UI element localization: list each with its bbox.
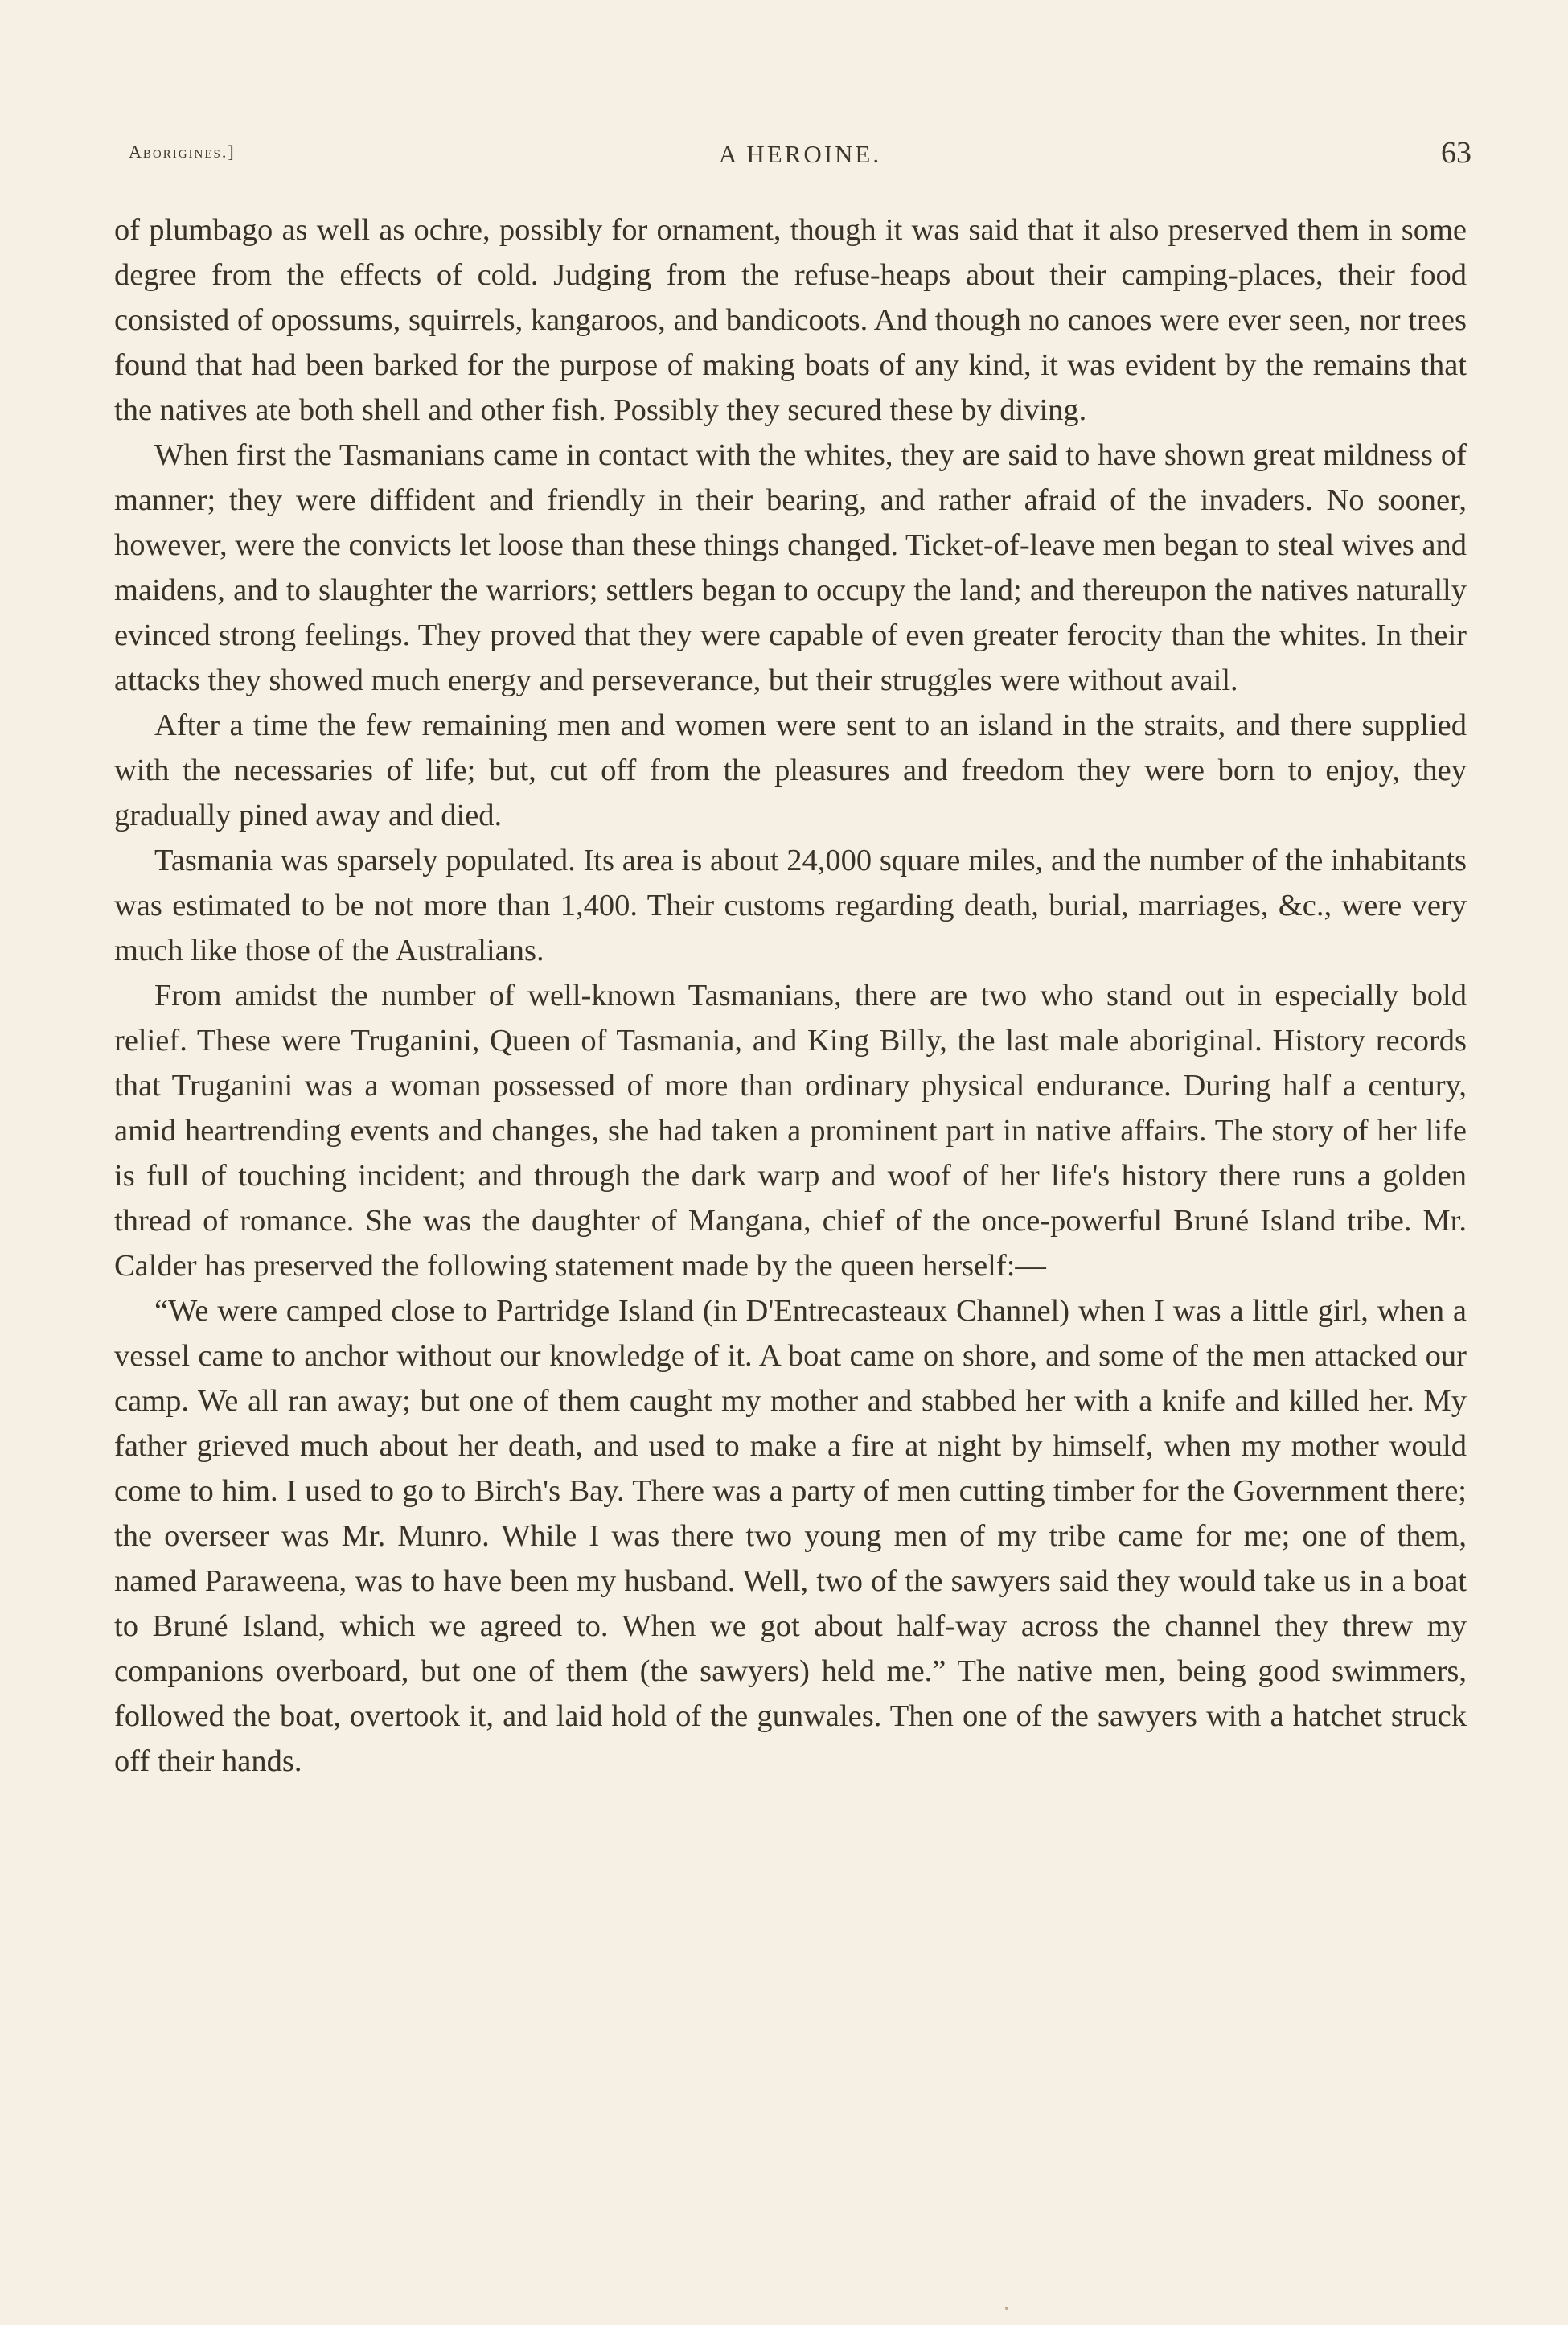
paragraph-2: When first the Tasmanians came in contact with the whites, they are said to have shown great mildness of manner; they were diffident and friendly in their bearing, and rather afraid of the invaders. No sooner, however, were the convicts let loose than these things changed. Ticket-of-leave men began to steal wives and maidens, and to slaughter the warriors; settlers began to occupy the land; and thereupon the natives naturally evinced strong feelings. They proved that they were capable of even greater ferocity than the whites. In their attacks they showed much energy and perseverance, but their struggles were without avail. [114, 438, 1467, 697]
paragraph-3: After a time the few remaining men and women were sent to an island in the straits, and there supplied with the necessaries of life; but, cut off from the pleasures and freedom they were born to enjoy, they gradually pined away and died. [114, 709, 1467, 832]
section-title: Aborigines.] [129, 142, 236, 162]
running-header [129, 135, 1472, 175]
chapter-title: A HEROINE. [718, 140, 882, 168]
page-number: 63 [1441, 136, 1472, 170]
paragraph-4: Tasmania was sparsely populated. Its area is about 24,000 square miles, and the number of the inhabitants was estimated to be not more than 1,400. Their customs regarding death, burial, marriages, &c., were very much like those of the Australians. [114, 844, 1467, 967]
paper-speck [1005, 2307, 1008, 2310]
body-text [114, 207, 1467, 1784]
paragraph-6: “We were camped close to Partridge Island (in D'Entrecasteaux Channel) when I was a little girl, when a vessel came to anchor without our knowledge of it. A boat came on shore, and some of the men attacked our camp. We all ran away; but one of them caught my mother and stabbed her with a knife and killed her. My father grieved much about her death, and used to make a fire at night by himself, when my mother would come to him. I used to go to Birch's Bay. There was a party of men cutting timber for the Government there; the overseer was Mr. Munro. While I was there two young men of my tribe came for me; one of them, named Paraweena, was to have been my husband. Well, two of the sawyers said they would take us in a boat to Bruné Island, which we agreed to. When we got about half-way across the channel they threw my companions overboard, but one of them (the sawyers) held me.” The native men, being good swimmers, followed the boat, overtook it, and laid hold of the gunwales. Then one of the sawyers with a hatchet struck off their hands. [114, 1294, 1467, 1778]
paragraph-5: From amidst the number of well-known Tasmanians, there are two who stand out in especially bold relief. These were Truganini, Queen of Tasmania, and King Billy, the last male aboriginal. History records that Truganini was a woman possessed of more than ordinary physical endurance. During half a century, amid heartrending events and changes, she had taken a prominent part in native affairs. The story of her life is full of touching incident; and through the dark warp and woof of her life's history there runs a golden thread of romance. She was the daughter of Mangana, chief of the once-powerful Bruné Island tribe. Mr. Calder has preserved the following statement made by the queen herself:— [114, 979, 1467, 1283]
paragraph-1: of plumbago as well as ochre, possibly for ornament, though it was said that it also preserved them in some degree from the effects of cold. Judging from the refuse-heaps about their camping-places, their food consisted of opossums, squirrels, kangaroos, and bandicoots. And though no canoes were ever seen, nor trees found that had been barked for the purpose of making boats of any kind, it was evident by the remains that the natives ate both shell and other fish. Possibly they secured these by diving. [114, 213, 1467, 427]
